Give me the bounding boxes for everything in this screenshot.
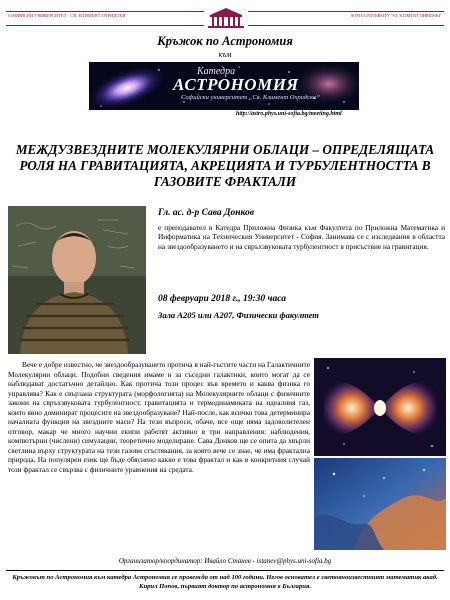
- banner-department-label: Катедра: [197, 66, 236, 77]
- banner-department-name: АСТРОНОМИЯ: [173, 75, 299, 94]
- banner-university: Софийски университет „Св. Климент Охридски“: [181, 94, 320, 101]
- speaker-bio: е преподавател в Катедра Приложна Физика към Факултета по Приложна Математика и Информатика на Техническия Университет - София. Занимава се с изследвания в областта на звездообразуването и на свръхзвуковата турбулентност в присъствие на гравитация.: [158, 223, 445, 251]
- footer-divider: [6, 570, 444, 571]
- lecture-abstract: Вече е добре известно, че звездообразуването протича в най-гъстите части на Галактичните Молекулярни облаци. Подобни сведения имаме и за съседни галактики, които могат да се наблюдават достатъчно детайлно. Как протича този процес във времето и каква физика го управлява? Как е свързана структурата (морфологията) на Молекулярните облаци с физичните закони на свръхзвуковата турбулентност, гравитацията и термодинамиката на идеалния газ, които явно доминират процесите на звездообразуване? Най-после, как всичко това детерминира началната функция на звездните маси? На тези въпроси, обаче, все още няма задоволителен отговор, макар че много научни екипи работят активно в три направления: наблюдения, компютърни (числени) симулации, теоретично моделиране. Сава Донков ще се опита да хвърли светлина върху структурата на тези газови сгъстявания, за която вече се знае, че има фрактална природа. На популярен език ще бъде обяснено какво е това фрактал и как в конкретния случай този фрактал се свързва с физичните уравнения на средата.: [8, 360, 310, 475]
- university-building-icon: [204, 6, 248, 30]
- event-location: Зала А205 или А207, Физически факултет: [158, 310, 319, 320]
- speaker-name: Гл. ас. д-р Сава Донков: [158, 208, 254, 218]
- lecture-title: МЕЖДУЗВЕЗДНИТЕ МОЛЕКУЛЯРНИ ОБЛАЦИ – ОПРЕДЕЛЯЩАТА РОЛЯ НА ГРАВИТАЦИЯТА, АКРЕЦИЯТА И ТУРБУЛЕНТНОСТТА В ГАЗОВИТЕ ФРАКТАЛИ: [15, 142, 435, 189]
- speaker-photo: [8, 206, 146, 354]
- university-name-en: SOFIA UNIVERSITY "ST. KLIMENT OHRIDSKI": [350, 13, 442, 18]
- organizer-info: Организатор/координатор: Ивайло Станев - istanev@phys.uni-sofia.bg: [118, 557, 332, 565]
- event-date: 08 февруари 2018 г., 19:30 часа: [158, 294, 287, 304]
- butterfly-nebula-image: [314, 358, 446, 456]
- club-subtitle: към: [218, 50, 232, 59]
- meeting-url-link[interactable]: http://astro.phys.uni-sofia.bg/meeting.html: [236, 111, 342, 117]
- club-title: Кръжок по Астрономия: [157, 34, 293, 48]
- university-header: [6, 6, 444, 32]
- cloud-nebula-image: [314, 458, 446, 550]
- footer-note: Кръжокът по Астрономия към катедра Астрономия се провежда от над 100 години. Негов основател е световноизвестният математик акад. Кирил Попов, първият доктор по астрономия в България.: [12, 574, 438, 590]
- university-name-bg: СОФИЙСКИ УНИВЕРСИТЕТ · СВ. КЛИМЕНТ ОХРИДСКИ: [8, 13, 126, 18]
- department-banner: [89, 62, 359, 110]
